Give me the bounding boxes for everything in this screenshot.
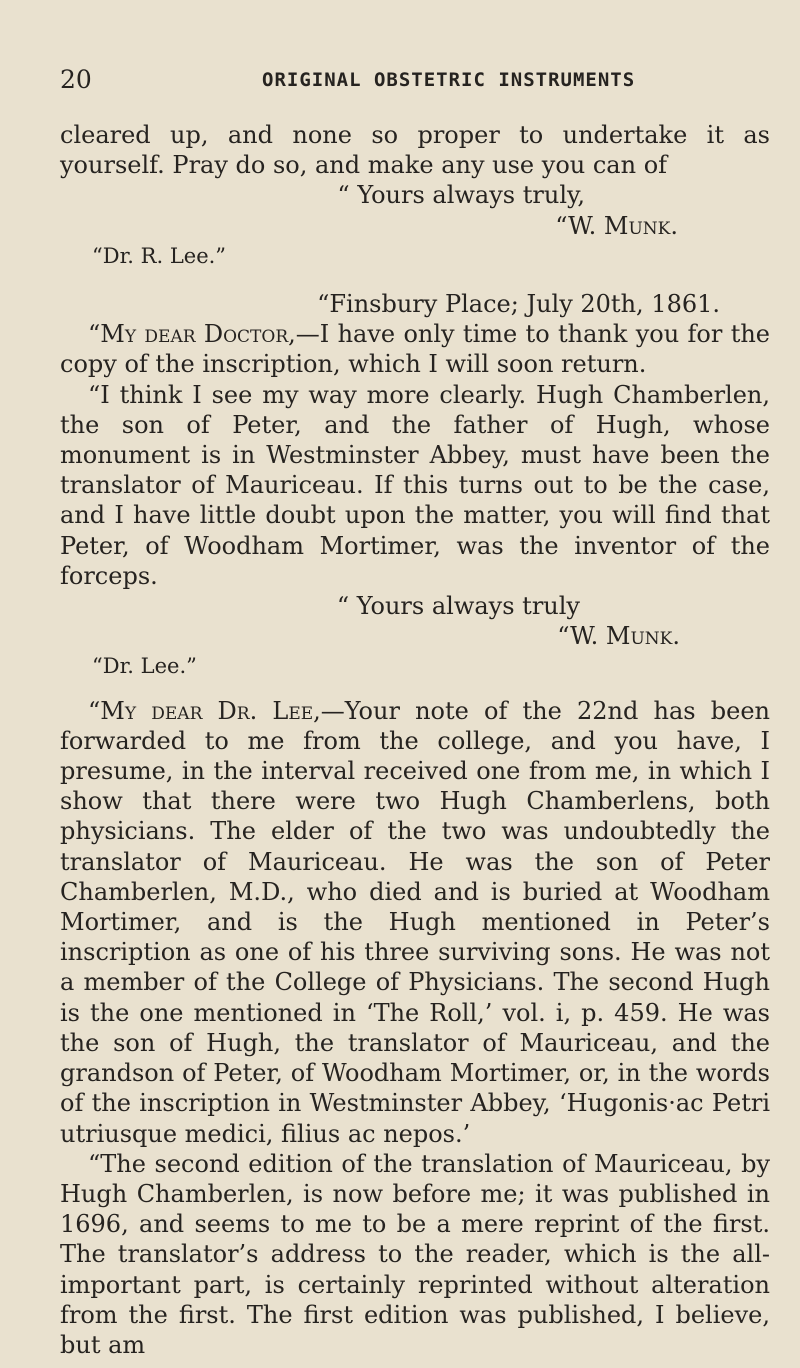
letter1-addressee: “Dr. R. Lee.” bbox=[92, 243, 227, 268]
letter1-text: cleared up, and none so proper to undertake it as yourself. Pray do so, and make any use you can of bbox=[60, 121, 770, 180]
letter1-signature-prefix: “W. bbox=[555, 211, 604, 240]
letter-spacer bbox=[60, 682, 770, 696]
letter2-signature bbox=[60, 621, 770, 651]
page-number: 20 bbox=[60, 65, 92, 94]
letter2-salutation: My dear Doctor, bbox=[100, 320, 296, 349]
letter3-paragraph-1 bbox=[60, 696, 770, 1149]
letter3-paragraph-2: “The second edition of the translation of Mauriceau, by Hugh Chamberlen, is now before me; it was published in 1696, and seems to me to be a mere reprint of the first. The translator’s address to the reader, which is the all-important part, is certainly reprinted without alteration from the first. The first edition was published, I believe, but am bbox=[60, 1149, 770, 1359]
running-title: ORIGINAL OBSTETRIC INSTRUMENTS bbox=[262, 69, 636, 91]
letter3-salutation: My dear Dr. Lee, bbox=[100, 696, 321, 725]
letter2-paragraph-1 bbox=[60, 319, 770, 379]
letter2-paragraph-1-rest: —I have only time to thank you for the copy of the inscription, which I will soon return. bbox=[60, 320, 770, 379]
letter2-signature-prefix: “W. bbox=[557, 622, 606, 651]
page-header bbox=[60, 0, 770, 94]
page-body bbox=[60, 120, 770, 1360]
letter2-addressee: “Dr. Lee.” bbox=[92, 654, 197, 679]
letter2-signature-name: Munk. bbox=[605, 622, 680, 651]
letter1-closing: “ Yours always truly, bbox=[337, 181, 585, 210]
letter3-salutation-quote: “ bbox=[88, 696, 101, 725]
letter2-paragraph-2: “I think I see my way more clearly. Hugh Chamberlen, the son of Peter, and the father of Hugh, whose monument is in Westminster Abbey, must have been the translator of Mauriceau. If this turns out to be the case, and I have little doubt upon the matter, you will find that Peter, of Woodham Mortimer, was the inventor of the forceps. bbox=[60, 380, 770, 590]
letter2-place-date: “Finsbury Place; July 20th, 1861. bbox=[317, 290, 720, 319]
letter1-signature bbox=[60, 211, 770, 241]
letter1-signature-name: Munk. bbox=[603, 211, 678, 240]
letter2-salutation-quote: “ bbox=[88, 320, 101, 349]
letter2-closing: “ Yours always truly bbox=[336, 592, 580, 621]
letter3-paragraph-1-rest: —Your note of the 22nd has been forwarded to me from the college, and you have, I presume, in the interval received one from me, in which I show that there were two Hugh Chamberlens, both physicians. The elder of the two was undoubtedly the translator of Mauriceau. He was the son of Peter Chamberlen, M.D., who died and is buried at Woodham Mortimer, and is the Hugh mentioned in Peter’s inscription as one of his three surviving sons. He was not a member of the College of Physicians. The second Hugh is the one mentioned in ‘The Roll,’ vol. i, p. 459. He was the son of Hugh, the translator of Mauriceau, and the grandson of Peter, of Woodham Mortimer, or, in the words of the inscription in Westminster Abbey, ‘Hugonis·ac Petri utriusque medici, filius ac nepos.’ bbox=[60, 696, 771, 1148]
